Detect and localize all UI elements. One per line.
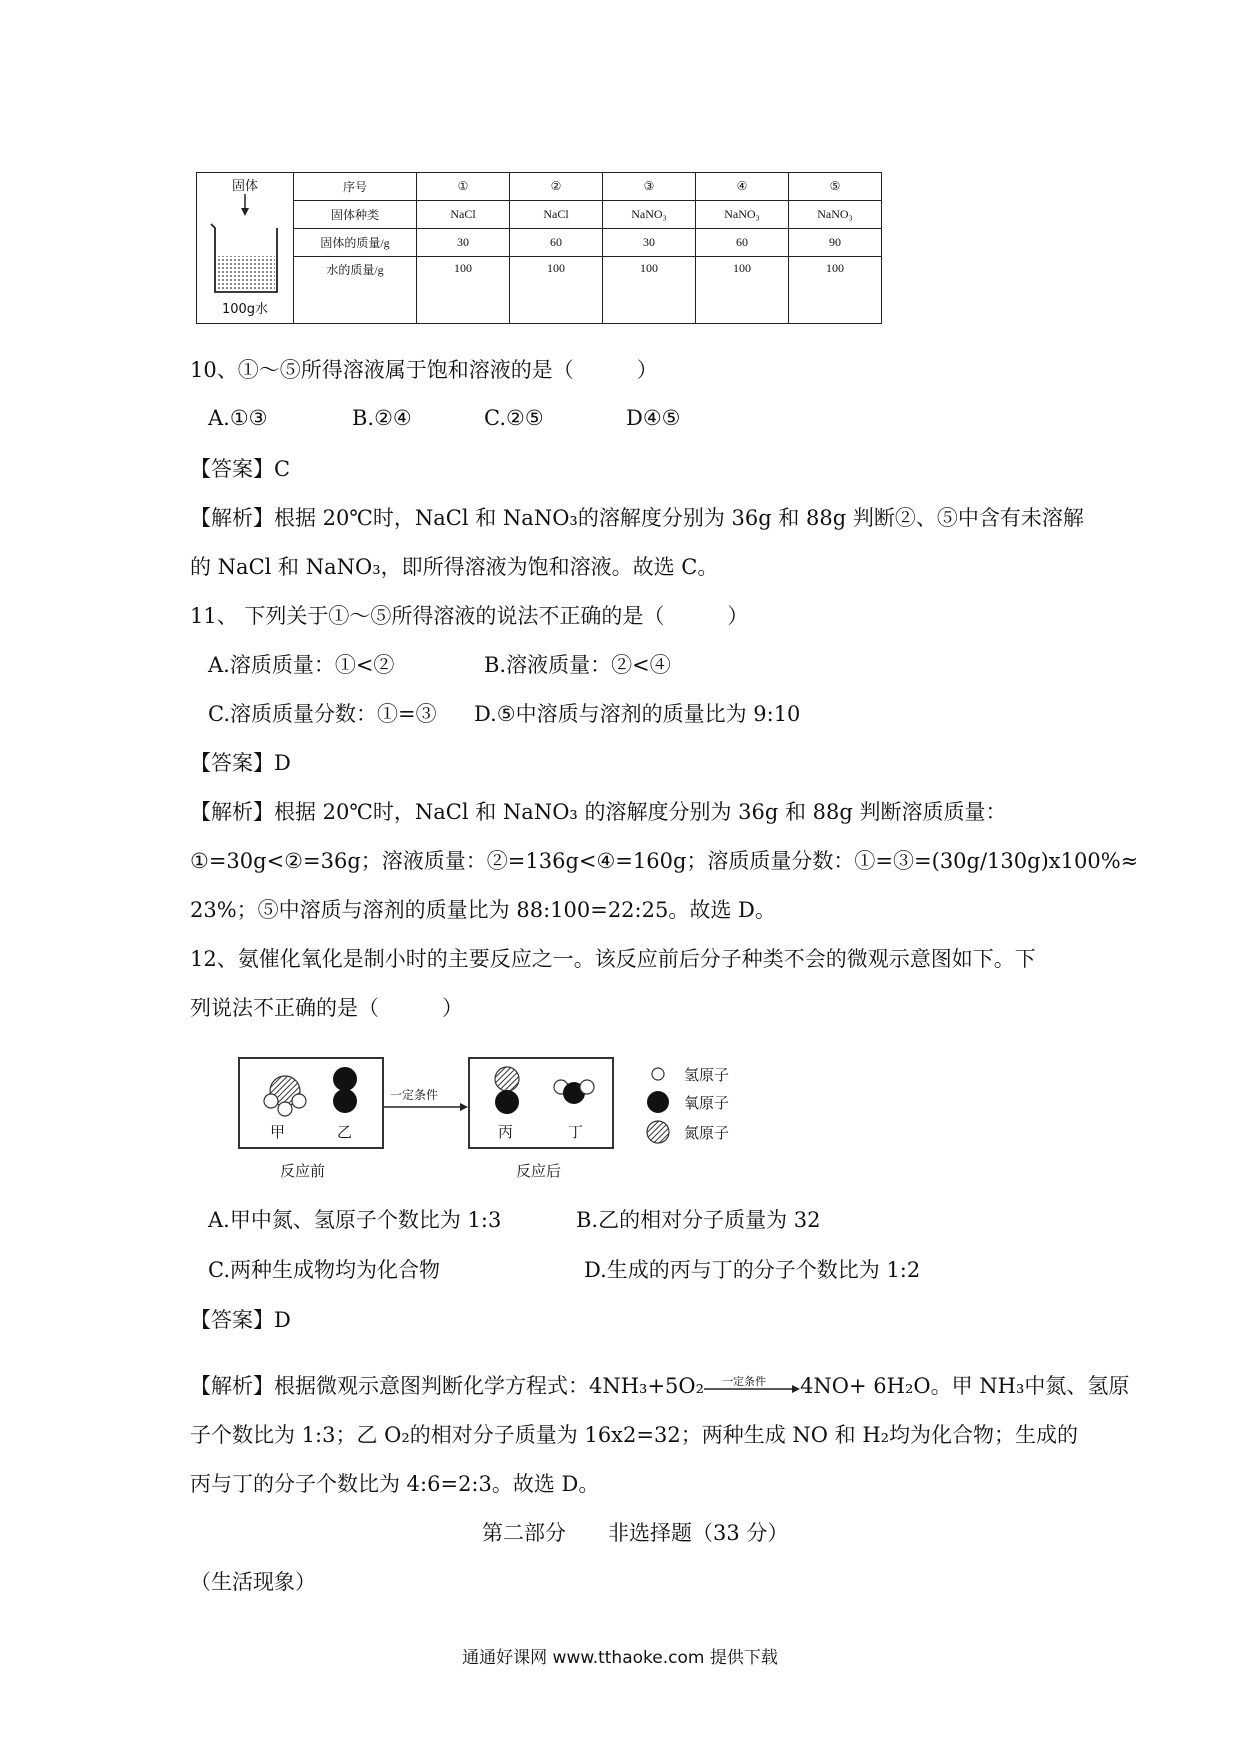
q12-analysis-line3: 丙与丁的分子个数比为 4:6=2:3。故选 D。 [190,1472,600,1496]
cell-type-4: NaNO₃ [696,200,789,228]
q11-analysis-line3: 23%；⑤中溶质与溶剂的质量比为 88:100=22:25。故选 D。 [190,898,776,922]
q10-analysis-line2: 的 NaCl 和 NaNO₃，即所得溶液为饱和溶液。故选 C。 [190,555,719,579]
q11-answer: 【答案】D [190,751,291,775]
section-title: 第二部分 非选择题（33 分） [482,1521,789,1545]
q12-analysis-line1-a: 【解析】根据微观示意图判断化学方程式：4NH₃+5O₂ [190,1374,705,1398]
q11-analysis-line2: ①=30g<②=36g；溶液质量：②=136g<④=160g；溶质质量分数：①=③=(30g/130g)x100%≈ [190,849,1139,873]
header-serial: 序号 [294,173,417,201]
cell-type-5: NaNO₃ [789,200,882,228]
cell-water-5: 100 [789,256,882,323]
oxygen-atom-icon [644,1088,672,1116]
q10-stem: 10、①～⑤所得溶液属于饱和溶液的是（ ） [190,358,658,382]
q12-answer: 【答案】D [190,1308,291,1332]
label-after-reaction: 反应后 [516,1162,562,1180]
cell-mass-4: 60 [696,228,789,256]
q12-analysis-line1-b: 4NO+ 6H₂O。甲 NH₃中氮、氢原 [800,1374,1130,1398]
cell-water-3: 100 [603,256,696,323]
col-id-1: ① [417,173,510,201]
q12-analysis-line2: 子个数比为 1:3；乙 O₂的相对分子质量为 16x2=32；两种生成 NO 和 H₂均为化合物；生成的 [190,1423,1079,1447]
q11-analysis-line1: 【解析】根据 20℃时，NaCl 和 NaNO₃ 的溶解度分别为 36g 和 88g 判断溶质质量： [190,800,1007,824]
col-id-5: ⑤ [789,173,882,201]
cell-type-1: NaCl [417,200,510,228]
cell-water-1: 100 [417,256,510,323]
legend-oxygen: 氧原子 [684,1094,730,1112]
q11-option-d: D.⑤中溶质与溶剂的质量比为 9:10 [474,702,801,726]
equation-arrow-label: 一定条件 [722,1374,767,1388]
ammonia-molecule-icon [260,1069,310,1119]
arrow-condition-label: 一定条件 [390,1088,439,1102]
header-solid-mass: 固体的质量/g [294,228,417,256]
q12-option-d: D.生成的丙与丁的分子个数比为 1:2 [584,1258,921,1282]
label-yi: 乙 [337,1123,353,1141]
q12-option-c: C.两种生成物均为化合物 [208,1258,440,1282]
header-solid-type: 固体种类 [294,200,417,228]
q11-option-a: A.溶质质量：①<② [208,653,395,677]
q11-option-c: C.溶质质量分数：①=③ [208,702,437,726]
cell-water-4: 100 [696,256,789,323]
col-id-4: ④ [696,173,789,201]
cell-mass-3: 30 [603,228,696,256]
label-ding: 丁 [568,1123,584,1141]
beaker-bottom-label: 100g水 [221,302,269,317]
q10-analysis-line1: 【解析】根据 20℃时，NaCl 和 NaNO₃的溶解度分别为 36g 和 88g 判断②、⑤中含有未溶解 [190,506,1084,530]
q12-analysis-line1 [190,1372,1129,1400]
q12-stem-line2: 列说法不正确的是（ ） [190,996,463,1020]
oxygen-molecule-icon [328,1065,362,1117]
cell-mass-5: 90 [789,228,882,256]
cell-mass-1: 30 [417,228,510,256]
label-before-reaction: 反应前 [280,1162,326,1180]
q12-option-a: A.甲中氮、氢原子个数比为 1:3 [208,1208,502,1232]
cell-mass-2: 60 [510,228,603,256]
q10-option-c: C.②⑤ [484,406,544,430]
q10-option-a: A.①③ [208,406,268,430]
equation-arrow [704,1374,800,1398]
no-molecule-icon [490,1065,524,1117]
legend-hydrogen: 氢原子 [684,1066,730,1084]
col-id-2: ② [510,173,603,201]
q11-option-b: B.溶液质量：②<④ [484,653,671,677]
q11-stem: 11、 下列关于①～⑤所得溶液的说法不正确的是（ ） [190,604,749,628]
q10-answer: 【答案】C [190,457,291,481]
before-box [238,1057,384,1149]
q10-option-d: D④⑤ [626,406,681,430]
hydrogen-atom-icon [648,1064,668,1084]
q12-stem-line1: 12、氨催化氧化是制小时的主要反应之一。该反应前后分子种类不会的微观示意图如下。下 [190,947,1036,971]
legend-nitrogen: 氮原子 [684,1124,730,1142]
label-jia: 甲 [270,1123,286,1141]
label-bing: 丙 [498,1123,514,1141]
equation-arrow-icon [704,1384,800,1394]
cell-type-3: NaNO₃ [603,200,696,228]
cell-type-2: NaCl [510,200,603,228]
col-id-3: ③ [603,173,696,201]
water-molecule-icon [552,1073,596,1109]
after-box [468,1057,614,1149]
q10-option-b: B.②④ [352,406,412,430]
cell-water-2: 100 [510,256,603,323]
subsection-title: （生活现象） [190,1570,316,1594]
beaker-icon [197,194,293,304]
page-footer: 通通好课网 www.tthaoke.com 提供下载 [462,1648,778,1668]
nitrogen-atom-icon [644,1118,672,1146]
solution-table [196,172,882,324]
q12-option-b: B.乙的相对分子质量为 32 [576,1208,821,1232]
beaker-cell [197,173,294,324]
header-water-mass: 水的质量/g [294,256,417,323]
beaker-top-label: 固体 [231,179,258,194]
